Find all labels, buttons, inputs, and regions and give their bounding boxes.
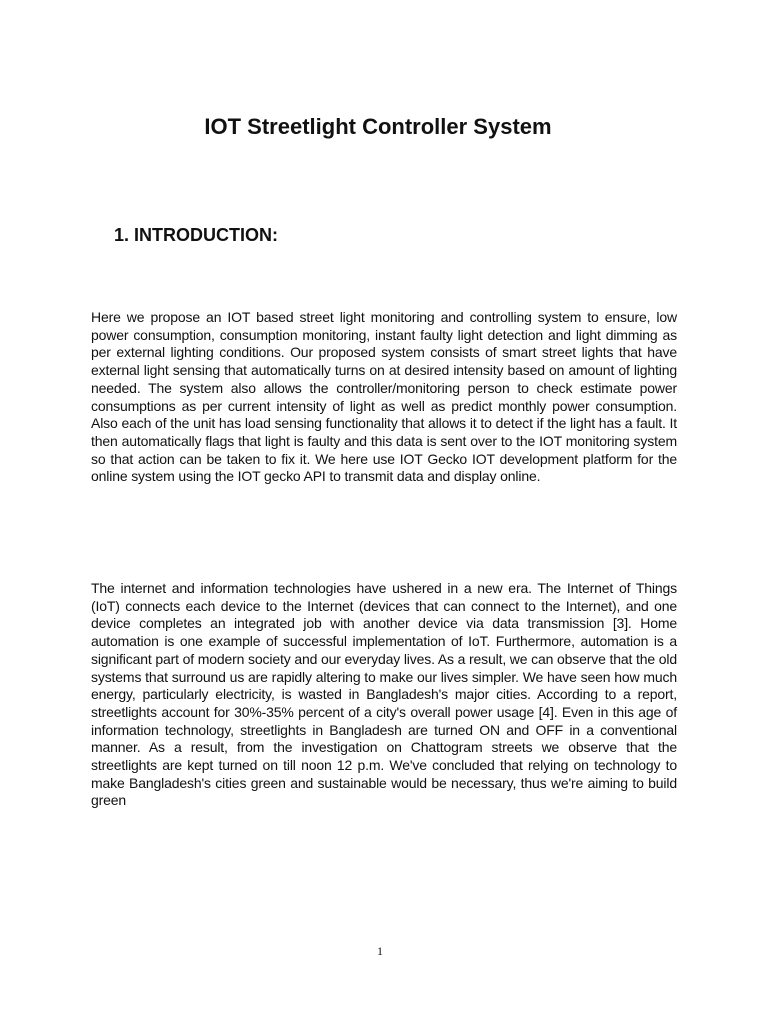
section-heading-introduction: 1. INTRODUCTION:	[114, 225, 278, 245]
introduction-paragraph-2: The internet and information technologies have ushered in a new era. The Internet of Things (IoT) connects each device to the Internet (devices that can connect to the Internet), and one device completes an integrated job with another device via data transmission [3]. Home automation is one example of successful implementation of IoT. Furthermore, automation is a significant part of modern society and our everyday lives. As a result, we can observe that the old systems that surround us are rapidly altering to make our lives simpler. We have seen how much energy, particularly electricity, is wasted in Bangladesh's major cities. According to a report, streetlights account for 30%-35% percent of a city's overall power usage [4]. Even in this age of information technology, streetlights in Bangladesh are turned ON and OFF in a conventional manner. As a result, from the investigation on Chattogram streets we observe that the streetlights are kept turned on till noon 12 p.m. We've concluded that relying on technology to make Bangladesh's cities green and sustainable would be necessary, thus we're aiming to build green	[91, 580, 677, 809]
introduction-paragraph-1: Here we propose an IOT based street light monitoring and controlling system to ensure, low power consumption, consumption monitoring, instant faulty light detection and light dimming as per external lighting conditions. Our proposed system consists of smart street lights that have external light sensing that automatically turns on at desired intensity based on amount of lighting needed. The system also allows the controller/monitoring person to check estimate power consumptions as per current intensity of light as well as predict monthly power consumption. Also each of the unit has load sensing functionality that allows it to detect if the light has a fault. It then automatically flags that light is faulty and this data is sent over to the IOT monitoring system so that action can be taken to fix it. We here use IOT Gecko IOT development platform for the online system using the IOT gecko API to transmit data and display online.	[91, 309, 677, 485]
page-number: 1	[377, 944, 383, 958]
document-title: IOT Streetlight Controller System	[204, 114, 552, 139]
